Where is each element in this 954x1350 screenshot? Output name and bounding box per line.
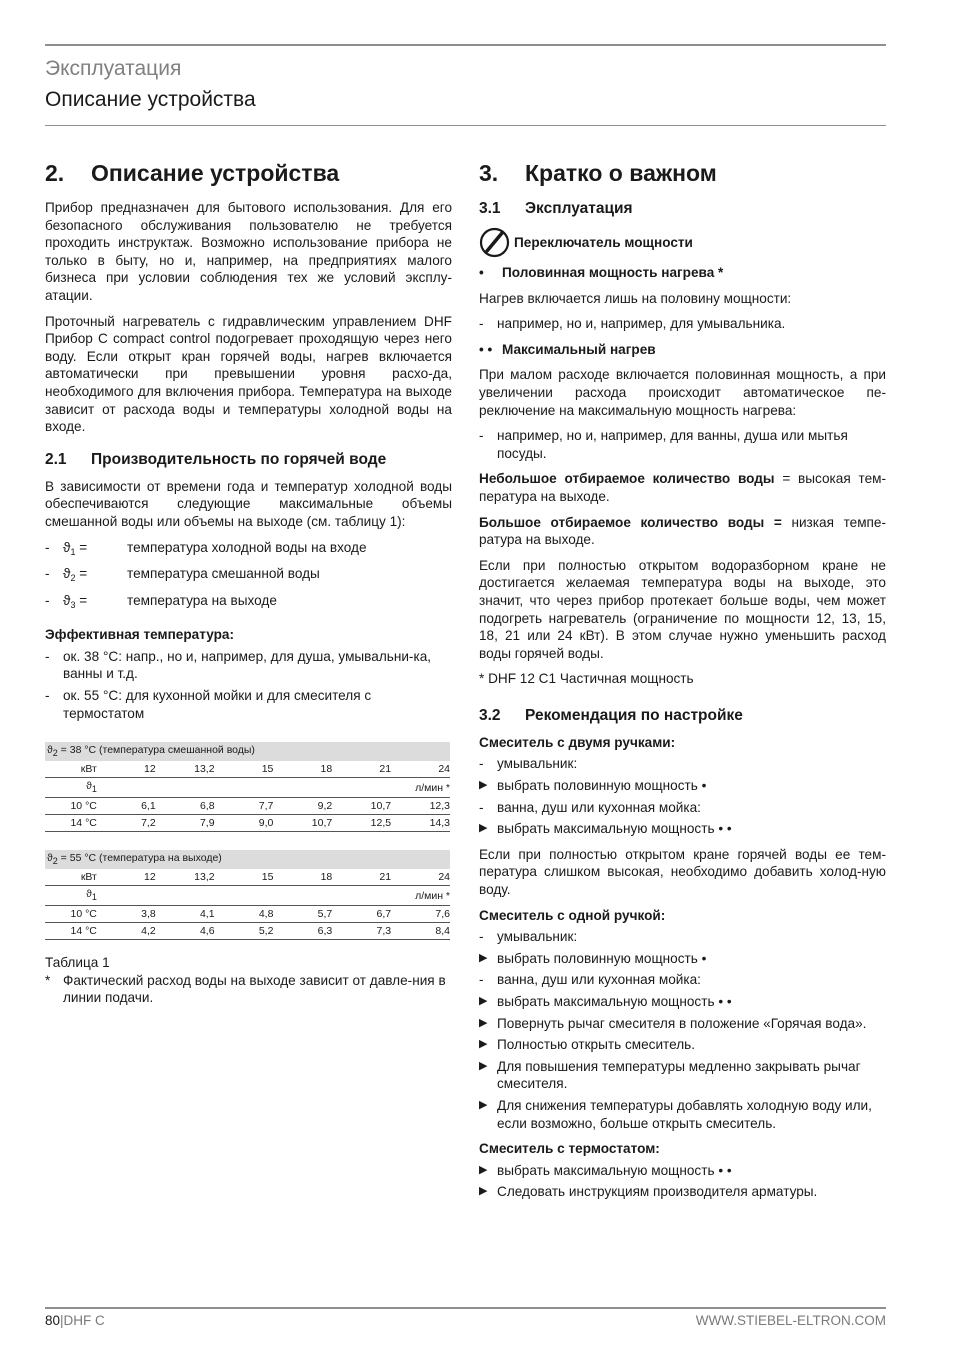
theta-subscript: 1 (91, 784, 97, 795)
table-cell: 6,3 (273, 923, 332, 940)
max-power-desc: При малом расходе включается половинная мощность, а при увеличении расхода происходит автоматическое пе-реключение на максимальную мощность нагрева: (479, 367, 886, 418)
footer-rule (45, 1307, 886, 1309)
partial-power-note: * DHF 12 C1 Частичная мощность (479, 671, 694, 687)
row-label: 10 °C (45, 906, 97, 923)
one-handle-label: Смеситель с одной ручкой: (479, 907, 666, 923)
list-item: - ванна, душ или кухонная мойка: (479, 971, 886, 989)
table-row (45, 798, 450, 815)
theta (47, 744, 58, 759)
header-cell: 12 (97, 761, 156, 778)
header-cell: 15 (215, 869, 274, 886)
theta-subscript: 2 (52, 748, 58, 759)
large-flow-note: Большое отбираемое количество воды = низкая темпе-ратура на выходе. (479, 514, 887, 548)
list-item: - ок. 38 °C: напр., но и, например, для душа, умывальни-ка, ванны и т.д. (45, 648, 452, 683)
theta (63, 540, 75, 555)
table-cell: 4,6 (156, 923, 215, 940)
table-cell: 5,2 (215, 923, 274, 940)
row-label: 14 °C (45, 815, 97, 832)
unit-label (45, 886, 97, 906)
left-column (45, 158, 452, 1007)
flow-tables (45, 742, 452, 940)
list-item: - умывальник: (479, 928, 886, 946)
table-caption-row (45, 850, 450, 869)
table-cell: 8,4 (391, 923, 450, 940)
theta-symbol: ϑ (63, 592, 71, 608)
symbol-text: температура смешанной воды (127, 566, 320, 582)
table-cell: 3,8 (97, 906, 156, 923)
list-item: - например, но и, например, для умывальника. (479, 315, 886, 333)
small-flow-note: Небольшое отбираемое количество воды = высокая тем-пература на выходе. (479, 471, 886, 504)
unit-label (45, 778, 97, 798)
section-3-2-heading: 3.2 Рекомендация по настройке (479, 706, 743, 724)
theta (47, 852, 58, 867)
effective-temp-list (45, 648, 452, 722)
theta-symbol: ϑ (47, 744, 53, 757)
table-footnote: * Фактический расход воды на выходе зависит от давле-ния в линии подачи. (45, 972, 446, 1006)
table-row (45, 906, 450, 923)
theta-symbol: ϑ (63, 566, 71, 582)
symbol-text: температура холодной воды на входе (127, 539, 367, 555)
list-item: ▶ Следовать инструкциям производителя арматуры. (479, 1183, 886, 1201)
power-switch-notice: Переключатель мощности (479, 227, 886, 258)
one-handle-steps (479, 928, 886, 1132)
table-cell: 6,7 (332, 906, 391, 923)
list-item: - ок. 55 °C: для кухонной мойки и для смесителя с термостатом (45, 687, 452, 722)
section-2-heading: 2. Описание устройства (45, 160, 340, 186)
section-2-1-heading: 2.1 Производительность по горячей воде (45, 450, 387, 468)
header-cell: 13,2 (156, 869, 215, 886)
dash-mark: - (45, 539, 50, 555)
full-open-paragraph: Если при полностью открытом водоразборном кране не достигается желаемая температура воды на выходе, это значит, что через прибор протекает больше воды, чем может подогреть нагреватель (ограничение по мощности 12, 13, 15, 18, 21 или 24 кВт). В этом случае нужно уменьшить расход воды горячей воды. (479, 557, 886, 661)
header-cell: 13,2 (156, 761, 215, 778)
list-item: ▶ выбрать максимальную мощность • • (479, 820, 886, 838)
header-cell: 12 (97, 869, 156, 886)
theta (63, 566, 76, 584)
section-3-heading: 3. Кратко о важном (479, 160, 717, 186)
max-power-heading: • • Максимальный нагрев (479, 341, 656, 357)
section-3-1-heading: 3.1 Эксплуатация (479, 200, 633, 217)
capacity-paragraph: В зависимости от времени года и температур холодной воды обеспечиваются следующие максимальные объемы смешанной воды или объемы на выходе (см. таблицу 1): (45, 478, 452, 529)
list-item: ▶ Для снижения температуры добавлять холодную воду или, если возможно, больше открыть смеситель. (479, 1097, 886, 1132)
flow-table (45, 850, 450, 940)
symbol-item (45, 592, 452, 615)
list-item: - умывальник: (479, 755, 886, 773)
max-power-list (479, 427, 886, 462)
header-page-title: Описание устройства (45, 88, 256, 111)
list-item: ▶ Полностью открыть смеситель. (479, 1036, 886, 1054)
list-item: - ванна, душ или кухонная мойка: (479, 799, 886, 817)
table-cell: 14,3 (391, 815, 450, 832)
symbol-item (45, 565, 452, 588)
page-number: 80 (45, 1313, 61, 1328)
unit-cell: л/мин * (97, 886, 450, 906)
list-item: ▶ выбрать половинную мощность • (479, 777, 886, 795)
table-caption (45, 742, 450, 761)
list-item: ▶ выбрать максимальную мощность • • (479, 1162, 886, 1180)
theta (86, 780, 97, 795)
table-cell: 6,1 (97, 798, 156, 815)
table-row (45, 815, 450, 832)
table-caption-row (45, 742, 450, 761)
theta-symbol: ϑ (63, 539, 71, 555)
header-cell: 21 (332, 869, 391, 886)
table-cell: 7,7 (215, 798, 274, 815)
list-item: ▶ выбрать половинную мощность • (479, 950, 886, 968)
symbol-text: температура на выходе (127, 592, 277, 608)
theta (86, 888, 97, 903)
effective-temp-label: Эффективная температура: (45, 627, 234, 643)
header-cell: 18 (273, 869, 332, 886)
table-caption (45, 850, 450, 869)
two-handle-label: Смеситель с двумя ручками: (479, 734, 676, 750)
list-item: - например, но и, например, для ванны, душа или мытья посуды. (479, 427, 886, 462)
table-unit-row (45, 886, 450, 906)
half-power-list (479, 315, 886, 333)
symbol-def (63, 539, 127, 562)
theta-symbol: ϑ (86, 888, 92, 901)
equals: = (75, 566, 88, 582)
table-cell: 4,8 (215, 906, 274, 923)
symbol-def (63, 592, 127, 615)
thermostat-steps (479, 1162, 886, 1201)
theta-subscript: 1 (91, 892, 97, 903)
flow-table (45, 742, 450, 832)
theta-subscript: 3 (70, 599, 76, 610)
header-bottom-rule (45, 125, 886, 126)
equals: = (75, 592, 88, 608)
header-label: кВт (45, 761, 97, 778)
too-hot-paragraph: Если при полностью открытом кране горячей воды ее тем-пература слишком высокая, необходимо добавить холод-ную воду. (479, 846, 886, 898)
dash-mark: - (45, 566, 50, 582)
right-column (479, 158, 886, 1209)
list-item: ▶ Для повышения температуры медленно закрывать рычаг смесителя. (479, 1058, 886, 1093)
equals: = (75, 539, 88, 555)
table-cell: 10,7 (332, 798, 391, 815)
table-row (45, 923, 450, 940)
header-cell: 18 (273, 761, 332, 778)
table-cell: 7,3 (332, 923, 391, 940)
header-cell: 24 (391, 761, 450, 778)
caption-text: = 38 °C (температура смешанной воды) (57, 744, 255, 757)
model-name: DHF C (63, 1313, 105, 1328)
symbol-item (45, 539, 452, 562)
table-cell: 9,0 (215, 815, 274, 832)
intro-paragraph: Прибор предназначен для бытового использования. Для его безопасного обслуживания пользователю не требуется проходить инструктаж. Возможно использование прибора не только в быту, но и, например, на предприятиях малого бизнеса при условии соблюдения тех же условий эксплу-атации. (45, 200, 452, 303)
theta-symbol: ϑ (86, 780, 92, 793)
table-cell: 7,6 (391, 906, 450, 923)
table-cell: 7,9 (156, 815, 215, 832)
header-cell: 24 (391, 869, 450, 886)
caption-text: = 55 °C (температура на выходе) (57, 852, 222, 865)
table-cell: 12,5 (332, 815, 391, 832)
row-label: 14 °C (45, 923, 97, 940)
table-cell: 5,7 (273, 906, 332, 923)
table-cell: 10,7 (273, 815, 332, 832)
table-header-row (45, 869, 450, 886)
symbol-def (63, 565, 127, 588)
header-cell: 21 (332, 761, 391, 778)
theta (63, 593, 75, 608)
thermostat-label: Смеситель с термостатом: (479, 1141, 660, 1157)
dash-mark: - (45, 592, 50, 608)
table-cell: 7,2 (97, 815, 156, 832)
list-item: ▶ Повернуть рычаг смесителя в положение «Горячая вода». (479, 1015, 886, 1033)
two-handle-steps (479, 755, 886, 837)
table-label: Таблица 1 (45, 955, 110, 971)
header-label: кВт (45, 869, 97, 886)
header-cell: 15 (215, 761, 274, 778)
unit-cell: л/мин * (97, 778, 450, 798)
table-unit-row (45, 778, 450, 798)
table-cell: 4,2 (97, 923, 156, 940)
theta-subscript: 1 (70, 546, 76, 557)
list-item: ▶ выбрать максимальную мощность • • (479, 993, 886, 1011)
footer-page-info: 80|DHF C (45, 1313, 105, 1328)
header-top-rule (45, 44, 886, 46)
table-cell: 4,1 (156, 906, 215, 923)
half-power-heading: • Половинная мощность нагрева * (479, 265, 724, 280)
table-cell: 9,2 (273, 798, 332, 815)
row-label: 10 °C (45, 798, 97, 815)
table-cell: 6,8 (156, 798, 215, 815)
footer-url: WWW.STIEBEL-ELTRON.COM (695, 1313, 886, 1328)
theta-subscript: 2 (70, 573, 76, 584)
temperature-symbol-list (45, 539, 452, 615)
table-cell: 12,3 (391, 798, 450, 815)
theta-subscript: 2 (52, 856, 58, 867)
heater-paragraph: Проточный нагреватель с гидравлическим управлением DHF Прибор C compact control подогревает проходящую через него воду. Если открыт кран горячей воды, нагрев включается автоматически при превышении уровня расхо-да, необходимого для включения прибора. Температура на выходе зависит от расхода воды и температуры холодной воды на входе. (45, 313, 452, 435)
half-power-desc: Нагрев включается лишь на половину мощности: (479, 290, 792, 306)
table-header-row (45, 761, 450, 778)
power-switch-icon (479, 227, 510, 258)
theta-symbol: ϑ (47, 852, 53, 865)
header-section-label: Эксплуатация (45, 57, 182, 80)
